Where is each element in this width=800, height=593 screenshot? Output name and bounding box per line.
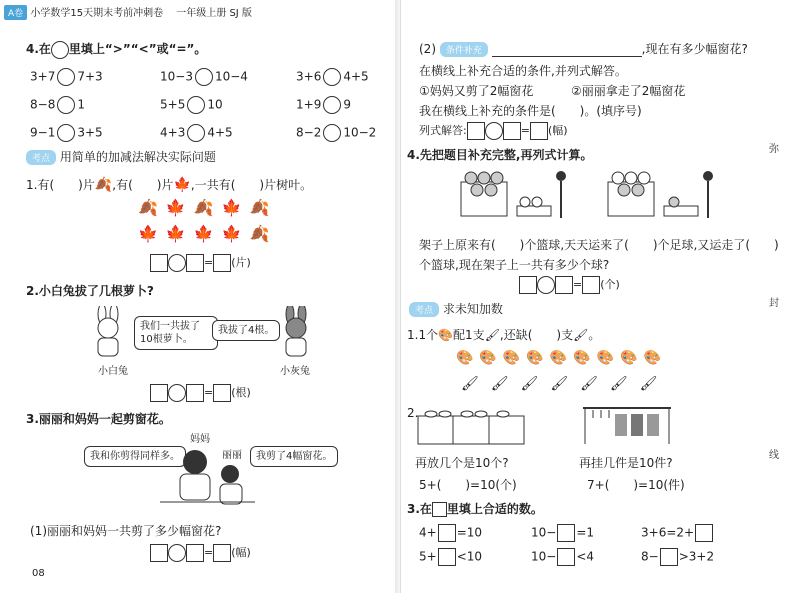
left-page: [0, 0, 395, 593]
gray-rabbit-image: [276, 306, 316, 358]
q3-unit: (幅): [231, 546, 251, 559]
q1-text: 1.有( )片🍂,有( )片🍁,一共有( )片树叶。: [26, 177, 313, 193]
r-q3-item: 4+ =10: [419, 524, 482, 542]
white-rabbit-image: [88, 306, 128, 358]
compare-circle[interactable]: [187, 124, 205, 142]
q3-lili-label: 丽丽: [222, 450, 242, 461]
compare-circle[interactable]: [187, 96, 205, 114]
q1-unit: (片): [231, 256, 251, 269]
section2-title: 求未知加数: [442, 302, 503, 316]
r-q4-line2: 个篮球,现在架子上一共有多少个球?: [419, 258, 610, 272]
q4-item: 10−3 10−4: [160, 68, 248, 86]
q4-label: 4.在: [26, 42, 51, 56]
q2-bubble-2: 我拔了4根。: [212, 320, 280, 341]
compare-circle[interactable]: [57, 68, 75, 86]
clothes-rack-image: [579, 404, 675, 446]
q2-bubble-1: 我们一共拔了10根萝卜。: [134, 316, 218, 350]
q3-equation: = (幅): [150, 544, 251, 562]
r-q4-title: 4.先把题目补充完整,再列式计算。: [407, 148, 593, 162]
right-page: [400, 0, 800, 593]
answer-box[interactable]: [660, 548, 678, 566]
circle-icon: [51, 41, 69, 59]
q2-unit: (根): [231, 386, 251, 399]
r-q3-item: 8− >3+2: [641, 548, 714, 566]
q2-name1: 小白兔: [98, 366, 128, 377]
compare-circle[interactable]: [195, 68, 213, 86]
r-q2-a: 再放几个是10个?: [415, 456, 509, 470]
answer-box[interactable]: [438, 524, 456, 542]
seal-char-2: 封: [769, 298, 779, 309]
r-q2-a-eq: 5+( )=10(个): [419, 478, 517, 492]
compare-circle[interactable]: [57, 96, 75, 114]
r-q3-item: 5+ <10: [419, 548, 482, 566]
q4-item: 8−2 10−2: [296, 124, 376, 142]
soccer-rack-image: [606, 168, 716, 226]
q4-item: 1+9 9: [296, 96, 351, 114]
maple-leaf-icon: 🍁: [173, 177, 191, 193]
brush-icon: 🖌: [573, 328, 589, 342]
ginkgo-leaf-icon: 🍂: [94, 177, 113, 193]
q3-title: 3.丽丽和妈妈一起剪窗花。: [26, 412, 171, 426]
leaf-row-2: 🍁🍁🍁🍁🍂: [138, 224, 278, 243]
r-q3b-line2: 在横线上补充合适的条件,并列式解答。: [419, 64, 627, 78]
r-q4-line1: 架子上原来有( )个篮球,天天运来了( )个足球,又运走了( ): [419, 238, 779, 252]
q4-item: 9−1 3+5: [30, 124, 103, 142]
section1-heading: [26, 148, 216, 165]
r-q3b-opt2: ②丽丽拿走了2幅窗花: [571, 84, 686, 98]
condition-blank-line[interactable]: [492, 44, 642, 57]
r-q4-equation: = (个): [519, 276, 620, 294]
palette-row: 🎨🎨🎨🎨🎨🎨🎨🎨🎨: [456, 350, 667, 366]
r-q3b-line4: 我在横线上补充的条件是( )。(填序号): [419, 104, 642, 118]
q3-sub1: (1)丽丽和妈妈一共剪了多少幅窗花?: [30, 524, 222, 538]
leaf-row-1: 🍂🍁🍂🍁🍂: [138, 198, 278, 217]
section2-heading: [409, 300, 503, 317]
q3-mom-label: 妈妈: [190, 434, 210, 445]
r-q3b-equation: 列式解答: = (幅): [419, 122, 568, 140]
header-title: 小学数学15天期末考前冲刺卷: [30, 8, 164, 19]
seal-char-1: 弥: [769, 144, 779, 155]
basketball-rack-image: [459, 168, 569, 226]
q4-item: 3+6 4+5: [296, 68, 369, 86]
square-icon: [432, 502, 447, 517]
q4-label2: 里填上“>”“<”或“=”。: [68, 42, 207, 56]
header-grade: 一年级上册 SJ 版: [176, 8, 252, 19]
r-q1-text: 1.1个🎨配1支🖌,还缺( )支🖌。: [407, 328, 601, 342]
q4-title: [26, 40, 206, 59]
header-badge: A卷: [4, 5, 27, 20]
brush-row: 🖌🖌🖌🖌🖌🖌🖌: [461, 376, 670, 392]
cups-box-image: [417, 406, 527, 446]
q4-item: 4+3 4+5: [160, 124, 233, 142]
answer-box[interactable]: [557, 548, 575, 566]
section1-title: 用简单的加减法解决实际问题: [59, 150, 216, 164]
r-q3-item: 10− <4: [531, 548, 594, 566]
compare-circle[interactable]: [323, 124, 341, 142]
compare-circle[interactable]: [323, 68, 341, 86]
r-q2-label: 2.: [407, 406, 419, 420]
q2-name2: 小灰兔: [280, 366, 310, 377]
compare-circle[interactable]: [57, 124, 75, 142]
q3-bubble-2: 我剪了4幅窗花。: [250, 446, 338, 467]
section1-tag: 考点: [26, 150, 56, 165]
answer-box[interactable]: [695, 524, 713, 542]
answer-box[interactable]: [557, 524, 575, 542]
q2-title: 2.小白兔拔了几根萝卜?: [26, 284, 154, 298]
page-number: 08: [32, 568, 45, 579]
r-q3-title: 3.在 里填上合适的数。: [407, 502, 543, 516]
r-q3b-line1: (2) 条件补充 ,现在有多少幅窗花?: [419, 42, 748, 56]
q4-item: 3+7 7+3: [30, 68, 103, 86]
r-q2-b-eq: 7+( )=10(件): [587, 478, 685, 492]
q2-equation: = (根): [150, 384, 251, 402]
answer-box[interactable]: [438, 548, 456, 566]
seal-char-3: 线: [769, 450, 779, 461]
palette-icon: 🎨: [438, 328, 454, 342]
brush-icon: 🖌: [484, 328, 500, 342]
q3-bubble-1: 我和你剪得同样多。: [84, 446, 186, 467]
r-q2-b: 再挂几件是10件?: [579, 456, 673, 470]
section2-tag: 考点: [409, 302, 439, 317]
r-q3-item: 3+6=2+: [641, 524, 714, 542]
compare-circle[interactable]: [323, 96, 341, 114]
q4-item: 5+5 10: [160, 96, 223, 114]
q1-equation: = (片): [150, 254, 251, 272]
r-q3-item: 10− =1: [531, 524, 594, 542]
condition-tag: 条件补充: [440, 42, 488, 57]
q4-item: 8−8 1: [30, 96, 85, 114]
mom-and-girl-image: [150, 440, 260, 510]
r-q3b-opt1: ①妈妈又剪了2幅窗花: [419, 84, 534, 98]
page-header: [4, 4, 252, 20]
